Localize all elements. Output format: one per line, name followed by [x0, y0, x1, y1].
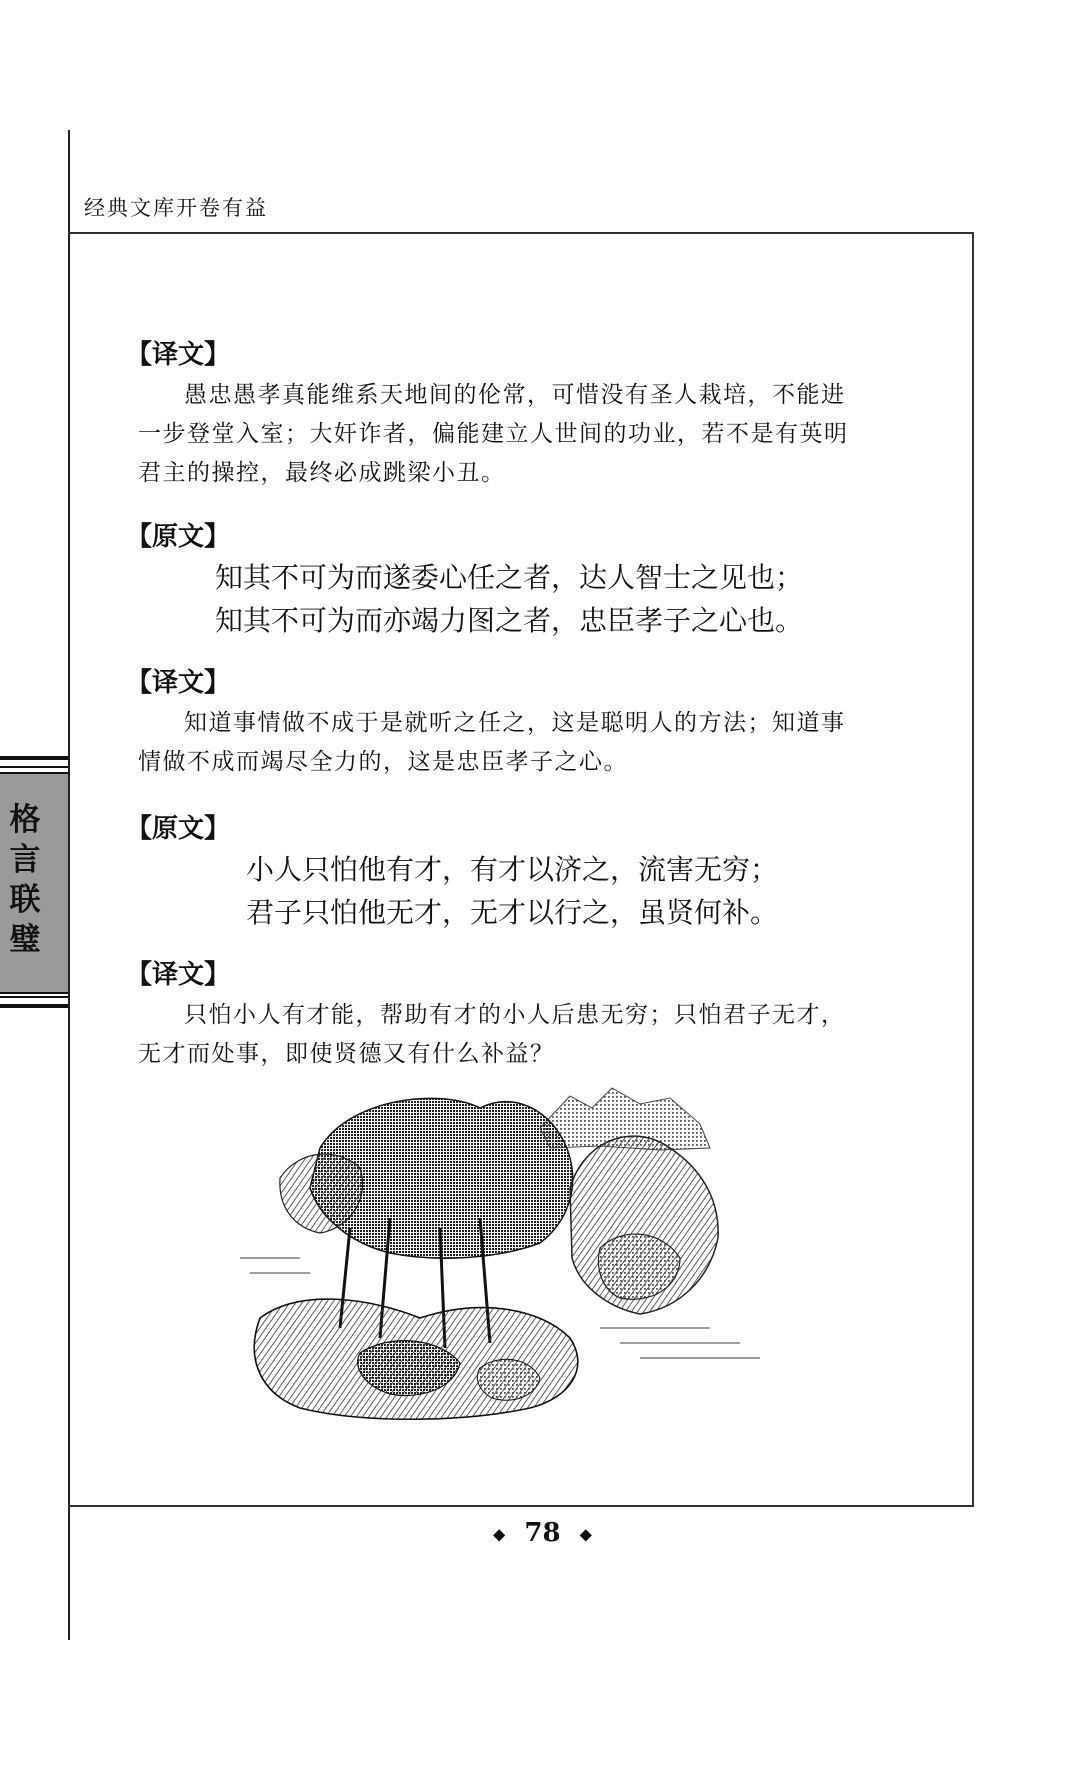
original-verse: [246, 848, 778, 934]
text-line: 情做不成而竭尽全力的，这是忠臣孝子之心。: [138, 749, 628, 775]
landscape-illustration: [240, 1068, 800, 1428]
running-head: 经典文库开卷有益: [84, 196, 268, 220]
side-tab-top-rule: [0, 756, 68, 768]
side-tab-bottom-rule: [0, 996, 68, 1008]
diamond-ornament-icon: ◆: [493, 1524, 506, 1544]
text-line: 无才而处事，即使贤德又有什么补益？: [138, 1041, 555, 1067]
page-number: 78: [524, 1518, 561, 1548]
verse-line: 知其不可为而亦竭力图之者，忠臣孝子之心也。: [215, 604, 804, 637]
original-verse: [215, 556, 803, 642]
text-line: 一步登堂入室；大奸诈者，偏能建立人世间的功业，若不是有英明: [138, 421, 849, 447]
section-label: 【原文】: [126, 814, 231, 844]
verse-line: 小人只怕他有才，有才以济之，流害无穷；: [246, 853, 779, 886]
text-line: 只怕小人有才能，帮助有才的小人后患无穷；只怕君子无才，: [184, 1002, 846, 1028]
side-tab-char: 璧: [9, 922, 41, 958]
verse-line: 君子只怕他无才，无才以行之，虽贤何补。: [246, 896, 779, 929]
section-label: 【译文】: [126, 340, 231, 370]
verse-line: 知其不可为而遂委心任之者，达人智士之见也；: [215, 561, 804, 594]
text-line: 君主的操控，最终必成跳梁小丑。: [138, 460, 506, 486]
page-footer: [0, 1518, 1085, 1548]
text-line: 愚忠愚孝真能维系天地间的伦常，可惜没有圣人栽培，不能进: [184, 382, 846, 408]
side-tab-char: 言: [9, 842, 41, 878]
side-tab-char: 格: [9, 802, 41, 838]
diamond-ornament-icon: ◆: [579, 1524, 592, 1544]
section-label: 【原文】: [126, 522, 231, 552]
section-label: 【译文】: [126, 668, 231, 698]
side-tab-char: 联: [9, 882, 41, 918]
side-tab: [0, 772, 68, 994]
section-label: 【译文】: [126, 960, 231, 990]
translation-paragraph: [138, 996, 898, 1074]
text-line: 知道事情做不成于是就听之任之，这是聪明人的方法；知道事: [184, 710, 846, 736]
translation-paragraph: [138, 704, 898, 782]
translation-paragraph: [138, 376, 898, 493]
